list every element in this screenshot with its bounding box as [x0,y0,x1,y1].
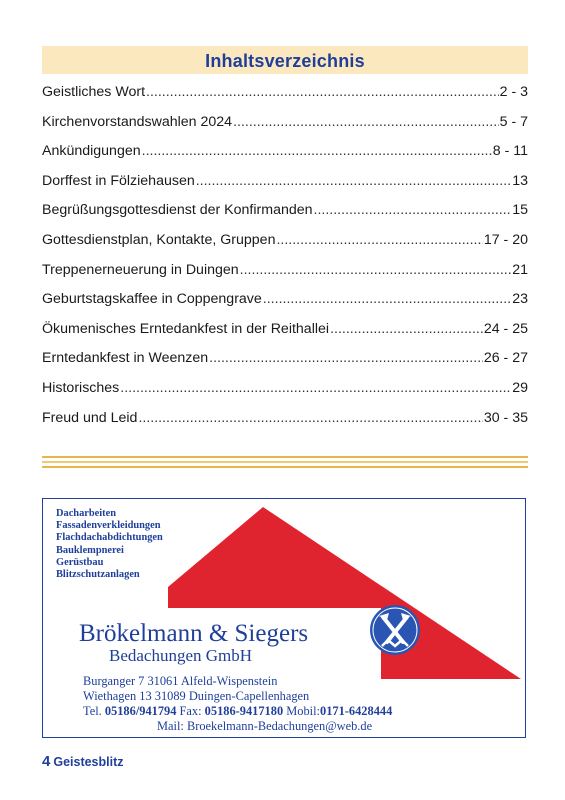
company-subtitle: Bedachungen GmbH [109,646,253,665]
service-item: Fassadenverkleidungen [56,520,161,532]
toc-leader [196,173,511,189]
page-number: 4 [42,753,51,770]
toc-leader [314,202,512,218]
toc-entry-pages: 8 - 11 [492,143,528,160]
toc-entry-pages: 21 [512,261,528,278]
toc-entry-title: Erntedankfest in Weenzen [42,350,209,367]
toc-entry-pages: 17 - 20 [483,231,528,248]
toc-entry-pages: 26 - 27 [483,350,528,367]
service-item: Gerüstbau [56,556,104,568]
service-item: Flachdachabdichtungen [56,532,163,544]
email-line: Mail: Broekelmann-Bedachungen@web.de [157,719,373,733]
mobil-label: Mobil: [283,704,320,718]
page-footer [42,753,124,771]
toc-entry-title: Kirchenvorstandswahlen 2024 [42,113,233,130]
toc-entry-title: Treppenerneuerung in Duingen [42,261,239,278]
toc-leader [146,84,499,100]
services-list [56,508,163,581]
toc-leader [233,114,499,130]
toc-entry-pages: 30 - 35 [483,409,528,426]
tel-number: 05186/941794 [104,704,177,718]
toc-entry-title: Geistliches Wort [42,84,146,100]
phone-line [83,704,392,719]
toc-leader [240,262,512,278]
toc-entry-title: Gottesdienstplan, Kontakte, Gruppen [42,231,276,248]
toc-entry [42,321,528,351]
toc-entry [42,232,528,262]
toc-entry-pages: 23 [512,291,528,308]
address-line: Burganger 7 31061 Alfeld-Wispenstein [83,674,278,688]
toc-entry-pages: 2 - 3 [499,84,528,100]
service-item: Bauklempnerei [56,544,124,556]
toc-leader [120,380,511,396]
toc-entry [42,291,528,321]
contact-block [83,674,392,734]
tel-label: Tel. [83,704,105,718]
roofer-tools-emblem-icon [369,604,421,661]
toc-entry [42,380,528,410]
publication-name: Geistesblitz [53,755,124,769]
toc-entry-title: Historisches [42,379,120,396]
toc-leader [330,321,483,337]
toc-entry-pages: 15 [512,202,528,219]
toc-leader [276,232,482,248]
service-item: Dacharbeiten [56,508,117,519]
toc-entry [42,173,528,203]
toc-entry-title: Begrüßungsgottesdienst der Konfirmanden [42,202,313,219]
toc-entry [42,84,528,114]
toc-entry [42,202,528,232]
toc-leader [209,350,483,366]
advertisement [42,498,526,738]
toc-entry-title: Ökumenisches Erntedankfest in der Reithallei [42,320,330,337]
toc-entry [42,410,528,440]
toc-heading: Inhaltsverzeichnis [205,51,365,71]
toc-heading-bar [42,46,528,74]
toc-entry [42,143,528,173]
mobil-number: 0171-6428444 [320,704,393,718]
table-of-contents [42,84,528,439]
toc-leader [263,291,511,307]
toc-entry [42,350,528,380]
toc-entry-pages: 24 - 25 [483,320,528,337]
toc-entry-title: Ankündigungen [42,143,141,160]
address-line: Wiethagen 13 31089 Duingen-Capellenhagen [83,689,310,703]
toc-entry-title: Geburtstagskaffee in Coppengrave [42,291,262,308]
toc-entry [42,114,528,144]
decorative-divider [42,456,528,471]
toc-entry-title: Dorffest in Fölziehausen [42,172,195,189]
toc-leader [138,410,482,426]
company-name: Brökelmann & Siegers [79,620,309,647]
fax-label: Fax: [176,704,205,718]
toc-entry-pages: 13 [512,172,528,189]
toc-entry [42,262,528,292]
service-item: Blitzschutzanlagen [56,569,140,581]
toc-entry-pages: 5 - 7 [499,113,528,130]
toc-entry-pages: 29 [512,379,528,396]
toc-entry-title: Freud und Leid [42,409,138,426]
toc-leader [142,143,492,159]
fax-number: 05186-9417180 [204,704,284,718]
